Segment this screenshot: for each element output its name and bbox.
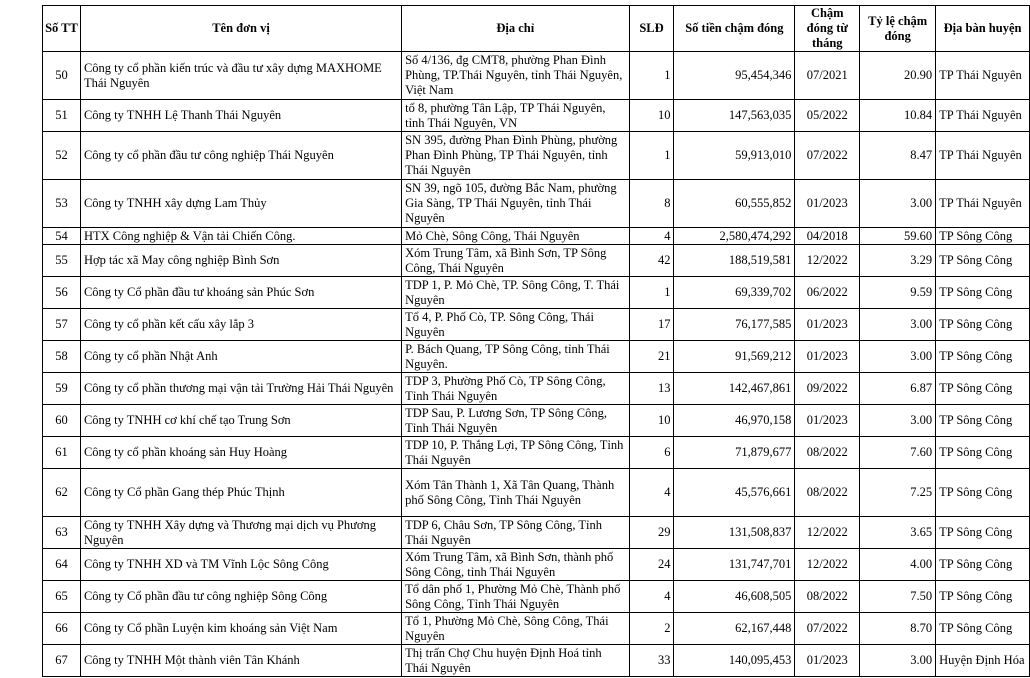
cell-rate: 3.65 (860, 517, 936, 549)
header-stt: Số TT (43, 6, 81, 52)
cell-stt: 66 (43, 613, 81, 645)
cell-amount: 142,467,861 (674, 373, 795, 405)
cell-address: Tổ 4, P. Phố Cò, TP. Sông Công, Thái Nguyên (402, 309, 629, 341)
cell-address: TDP 6, Châu Sơn, TP Sông Công, Tỉnh Thái Nguyên (402, 517, 629, 549)
cell-address: P. Bách Quang, TP Sông Công, tỉnh Thái Nguyên. (402, 341, 629, 373)
cell-address: Số 4/136, đg CMT8, phường Phan Đình Phùng, TP.Thái Nguyên, tỉnh Thái Nguyên, Việt Nam (402, 52, 629, 100)
table-row (43, 549, 1030, 581)
cell-unit-name: Công ty TNHH Xây dựng và Thương mại dịch vụ Phương Nguyên (80, 517, 401, 549)
table-row (43, 517, 1030, 549)
cell-since-month: 08/2022 (795, 581, 860, 613)
header-workers: SLĐ (629, 6, 674, 52)
cell-address: Xóm Trung Tâm, xã Bình Sơn, thành phố Sông Công, tỉnh Thái Nguyên (402, 549, 629, 581)
cell-workers: 42 (629, 245, 674, 277)
cell-since-month: 12/2022 (795, 549, 860, 581)
cell-amount: 140,095,453 (674, 645, 795, 677)
cell-rate: 7.60 (860, 437, 936, 469)
cell-rate: 7.25 (860, 469, 936, 517)
cell-amount: 46,970,158 (674, 405, 795, 437)
cell-amount: 62,167,448 (674, 613, 795, 645)
cell-unit-name: Công ty Cổ phần Luyện kim khoáng sản Việt Nam (80, 613, 401, 645)
cell-unit-name: Công ty Cổ phần đầu tư công nghiệp Sông Công (80, 581, 401, 613)
header-address: Địa chỉ (402, 6, 629, 52)
cell-since-month: 07/2021 (795, 52, 860, 100)
cell-workers: 8 (629, 180, 674, 228)
cell-amount: 69,339,702 (674, 277, 795, 309)
cell-workers: 21 (629, 341, 674, 373)
cell-unit-name: Công ty cổ phần đầu tư công nghiệp Thái Nguyên (80, 132, 401, 180)
cell-address: TDP 1, P. Mỏ Chè, TP. Sông Công, T. Thái Nguyên (402, 277, 629, 309)
debt-table-container (42, 5, 1030, 677)
cell-workers: 24 (629, 549, 674, 581)
table-row (43, 309, 1030, 341)
cell-unit-name: Công ty cổ phần Nhật Anh (80, 341, 401, 373)
cell-rate: 3.00 (860, 405, 936, 437)
cell-since-month: 01/2023 (795, 341, 860, 373)
cell-district: TP Sông Công (936, 517, 1030, 549)
cell-stt: 54 (43, 228, 81, 245)
cell-address: SN 395, đường Phan Đình Phùng, phường Phan Đình Phùng, TP Thái Nguyên, tỉnh Thái Nguyên (402, 132, 629, 180)
cell-stt: 53 (43, 180, 81, 228)
cell-district: TP Thái Nguyên (936, 180, 1030, 228)
cell-workers: 10 (629, 100, 674, 132)
cell-rate: 3.00 (860, 180, 936, 228)
cell-amount: 147,563,035 (674, 100, 795, 132)
cell-address: Tổ 1, Phường Mỏ Chè, Sông Công, Thái Nguyên (402, 613, 629, 645)
cell-workers: 1 (629, 52, 674, 100)
cell-district: TP Sông Công (936, 341, 1030, 373)
cell-since-month: 01/2023 (795, 645, 860, 677)
cell-district: TP Sông Công (936, 437, 1030, 469)
cell-stt: 50 (43, 52, 81, 100)
cell-amount: 59,913,010 (674, 132, 795, 180)
cell-stt: 61 (43, 437, 81, 469)
header-row (43, 6, 1030, 52)
header-unit-name: Tên đơn vị (80, 6, 401, 52)
cell-stt: 56 (43, 277, 81, 309)
cell-district: TP Sông Công (936, 613, 1030, 645)
table-row (43, 437, 1030, 469)
cell-workers: 6 (629, 437, 674, 469)
cell-rate: 8.47 (860, 132, 936, 180)
table-row (43, 645, 1030, 677)
cell-amount: 2,580,474,292 (674, 228, 795, 245)
table-row (43, 469, 1030, 517)
cell-workers: 1 (629, 277, 674, 309)
cell-address: tổ 8, phường Tân Lập, TP Thái Nguyên, tỉnh Thái Nguyên, VN (402, 100, 629, 132)
cell-stt: 51 (43, 100, 81, 132)
cell-workers: 13 (629, 373, 674, 405)
table-row (43, 52, 1030, 100)
table-body (43, 52, 1030, 677)
cell-rate: 3.00 (860, 309, 936, 341)
cell-district: TP Sông Công (936, 549, 1030, 581)
cell-address: Xóm Tân Thành 1, Xã Tân Quang, Thành phố Sông Công, Tỉnh Thái Nguyên (402, 469, 629, 517)
cell-unit-name: Công ty cổ phần khoáng sản Huy Hoàng (80, 437, 401, 469)
cell-district: TP Thái Nguyên (936, 100, 1030, 132)
cell-since-month: 08/2022 (795, 437, 860, 469)
header-rate: Tỷ lệ chậm đóng (860, 6, 936, 52)
cell-rate: 6.87 (860, 373, 936, 405)
cell-address: Xóm Trung Tâm, xã Bình Sơn, TP Sông Công, Thái Nguyên (402, 245, 629, 277)
cell-workers: 29 (629, 517, 674, 549)
cell-workers: 33 (629, 645, 674, 677)
cell-district: TP Sông Công (936, 405, 1030, 437)
cell-amount: 188,519,581 (674, 245, 795, 277)
cell-amount: 46,608,505 (674, 581, 795, 613)
cell-stt: 57 (43, 309, 81, 341)
cell-since-month: 09/2022 (795, 373, 860, 405)
cell-rate: 4.00 (860, 549, 936, 581)
cell-stt: 52 (43, 132, 81, 180)
cell-rate: 3.29 (860, 245, 936, 277)
table-row (43, 132, 1030, 180)
cell-address: TDP Sau, P. Lương Sơn, TP Sông Công, Tỉnh Thái Nguyên (402, 405, 629, 437)
cell-since-month: 07/2022 (795, 613, 860, 645)
cell-stt: 64 (43, 549, 81, 581)
cell-since-month: 05/2022 (795, 100, 860, 132)
cell-amount: 131,747,701 (674, 549, 795, 581)
cell-rate: 9.59 (860, 277, 936, 309)
cell-amount: 91,569,212 (674, 341, 795, 373)
cell-since-month: 12/2022 (795, 517, 860, 549)
cell-since-month: 12/2022 (795, 245, 860, 277)
cell-workers: 4 (629, 469, 674, 517)
cell-address: Tổ dân phố 1, Phường Mỏ Chè, Thành phố Sông Công, Tỉnh Thái Nguyên (402, 581, 629, 613)
cell-district: TP Sông Công (936, 309, 1030, 341)
cell-rate: 7.50 (860, 581, 936, 613)
cell-stt: 55 (43, 245, 81, 277)
table-row (43, 341, 1030, 373)
cell-since-month: 01/2023 (795, 405, 860, 437)
cell-workers: 2 (629, 613, 674, 645)
cell-amount: 45,576,661 (674, 469, 795, 517)
table-row (43, 277, 1030, 309)
cell-stt: 67 (43, 645, 81, 677)
cell-unit-name: Công ty cổ phần kiến trúc và đầu tư xây dựng MAXHOME Thái Nguyên (80, 52, 401, 100)
cell-district: TP Sông Công (936, 228, 1030, 245)
table-row (43, 581, 1030, 613)
cell-district: TP Thái Nguyên (936, 52, 1030, 100)
cell-address: TDP 10, P. Thắng Lợi, TP Sông Công, Tỉnh Thái Nguyên (402, 437, 629, 469)
cell-rate: 3.00 (860, 341, 936, 373)
table-row (43, 373, 1030, 405)
cell-unit-name: Công ty TNHH xây dựng Lam Thủy (80, 180, 401, 228)
header-district: Địa bàn huyện (936, 6, 1030, 52)
cell-stt: 62 (43, 469, 81, 517)
table-row (43, 405, 1030, 437)
cell-stt: 65 (43, 581, 81, 613)
cell-unit-name: HTX Công nghiệp & Vận tải Chiến Công. (80, 228, 401, 245)
debt-table (42, 5, 1030, 677)
table-row (43, 613, 1030, 645)
table-row (43, 245, 1030, 277)
cell-stt: 60 (43, 405, 81, 437)
cell-rate: 8.70 (860, 613, 936, 645)
cell-address: Mỏ Chè, Sông Công, Thái Nguyên (402, 228, 629, 245)
cell-since-month: 04/2018 (795, 228, 860, 245)
cell-since-month: 08/2022 (795, 469, 860, 517)
cell-rate: 20.90 (860, 52, 936, 100)
cell-address: Thị trấn Chợ Chu huyện Định Hoá tỉnh Thái Nguyên (402, 645, 629, 677)
cell-district: TP Sông Công (936, 277, 1030, 309)
cell-district: TP Sông Công (936, 581, 1030, 613)
cell-district: Huyện Định Hóa (936, 645, 1030, 677)
cell-workers: 4 (629, 581, 674, 613)
cell-district: TP Sông Công (936, 469, 1030, 517)
cell-unit-name: Công ty cổ phần thương mại vận tải Trường Hải Thái Nguyên (80, 373, 401, 405)
cell-stt: 59 (43, 373, 81, 405)
header-since-month: Chậm đóng từ tháng (795, 6, 860, 52)
cell-unit-name: Công ty TNHH cơ khí chế tạo Trung Sơn (80, 405, 401, 437)
table-row (43, 180, 1030, 228)
cell-unit-name: Công ty TNHH XD và TM Vĩnh Lộc Sông Công (80, 549, 401, 581)
cell-amount: 76,177,585 (674, 309, 795, 341)
cell-workers: 17 (629, 309, 674, 341)
cell-unit-name: Công ty TNHH Một thành viên Tân Khánh (80, 645, 401, 677)
cell-rate: 3.00 (860, 645, 936, 677)
cell-amount: 71,879,677 (674, 437, 795, 469)
cell-since-month: 01/2023 (795, 180, 860, 228)
header-amount: Số tiền chậm đóng (674, 6, 795, 52)
cell-since-month: 01/2023 (795, 309, 860, 341)
cell-district: TP Thái Nguyên (936, 132, 1030, 180)
cell-stt: 63 (43, 517, 81, 549)
cell-workers: 1 (629, 132, 674, 180)
table-row (43, 228, 1030, 245)
cell-district: TP Sông Công (936, 373, 1030, 405)
cell-address: SN 39, ngõ 105, đường Bắc Nam, phường Gia Sàng, TP Thái Nguyên, tỉnh Thái Nguyên (402, 180, 629, 228)
cell-rate: 59.60 (860, 228, 936, 245)
table-row (43, 100, 1030, 132)
cell-unit-name: Công ty TNHH Lệ Thanh Thái Nguyên (80, 100, 401, 132)
cell-stt: 58 (43, 341, 81, 373)
cell-since-month: 06/2022 (795, 277, 860, 309)
cell-amount: 95,454,346 (674, 52, 795, 100)
cell-amount: 131,508,837 (674, 517, 795, 549)
cell-unit-name: Công ty cổ phần kết cấu xây lắp 3 (80, 309, 401, 341)
cell-unit-name: Hợp tác xã May công nghiệp Bình Sơn (80, 245, 401, 277)
cell-address: TDP 3, Phường Phố Cò, TP Sông Công, Tỉnh Thái Nguyên (402, 373, 629, 405)
cell-unit-name: Công ty Cổ phần Gang thép Phúc Thịnh (80, 469, 401, 517)
cell-workers: 10 (629, 405, 674, 437)
cell-workers: 4 (629, 228, 674, 245)
cell-since-month: 07/2022 (795, 132, 860, 180)
cell-district: TP Sông Công (936, 245, 1030, 277)
cell-rate: 10.84 (860, 100, 936, 132)
cell-unit-name: Công ty Cổ phần đầu tư khoáng sản Phúc Sơn (80, 277, 401, 309)
cell-amount: 60,555,852 (674, 180, 795, 228)
